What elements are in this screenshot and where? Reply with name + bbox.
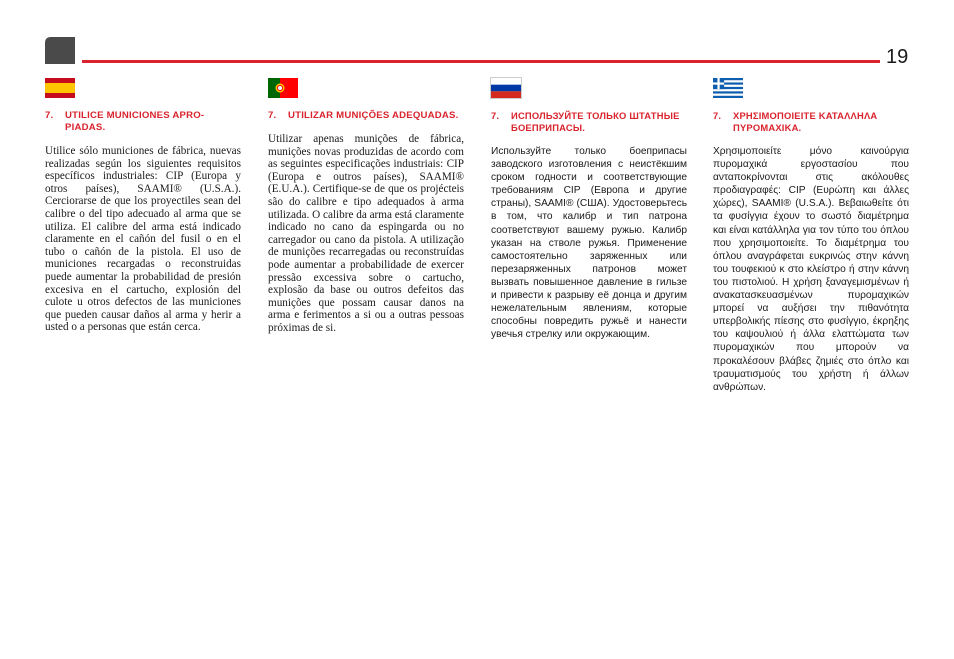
section-tab-icon xyxy=(45,37,75,64)
section-heading: 7. UTILICE MUNICIONES APRO-PIADAS. xyxy=(45,110,205,133)
russia-flag-icon xyxy=(491,78,521,98)
column-spanish xyxy=(45,78,241,334)
section-body: Используйте только боеприпасы заводского изготовления с неистёкшим сроком годности и соответствующие требованиям CIP (Европа и другие страны), SAAMI® (США). Удостоверьтесь в том, что калибр и тип патрона соответствуют вашему ружью. Калибр указан на стволе ружья. Применение самостоятельно заряженных или перезаряженных патронов может вызвать повышенное давление в гильзе и привести к разрыву её донца и другим нежелательным явлениям, которые способны повредить ружьё и нанести увечья стрелку или окружающим. xyxy=(491,146,687,341)
section-body: Χρησιμοποιείτε μόνο καινούργια πυρομαχικά εργοστασίου που ανταποκρίνονται στις ακόλουθες προδιαγραφές: CIP (Ευρώπη και άλλες χώρες), SAAMI® (U.S.A.). Βεβαιωθείτε ότι τα φυσίγγια έχουν το σωστό διαμέτρημα και είναι κατάλληλα για τον τύπο του όπλου που χρησιμοποιείτε. Το διαμέτρημα του όπλου αναγράφεται ευκρινώς στην κάννη του τουφεκιού κ στο κλείστρο ή στην κάννη του πιστολιού. Η χρήση ξαναγεμισμένων ή ανακατασκευασμένων πυρομαχικών μπορεί να αυξήσει την πιθανότητα υπερβολικής πίεσης στο φυσίγγιο, έκρηξης του καψουλιού ή άλλα ελαττώματα των πυρομαχικών που μπορούν να προκαλέσουν βλάβες ζημιές στο όπλο και τραυματισμούς του χρήστη ή άλλων ανθρώπων. xyxy=(713,146,909,393)
section-heading: 7. UTILIZAR MUNIÇÕES ADEQUADAS. xyxy=(268,110,459,121)
column-russian xyxy=(491,78,687,341)
column-portuguese xyxy=(268,78,464,335)
greece-flag-icon xyxy=(713,78,743,98)
column-greek xyxy=(713,78,909,394)
header-rule xyxy=(82,60,880,63)
page-number: 19 xyxy=(886,46,909,68)
section-body: Utilice sólo municiones de fábrica, nuevas realizadas según los siguientes requisitos específicos industriales: CIP (Europa y otros países), SAAMI® (U.S.A.). Cerciorarse de que los proyectiles sean del calibre o del tipo adecuado al arma que se utiliza. El calibre del arma está indicado claramente en el cañón del fusil o en el tubo o cañón de la pistola. El uso de municiones recargadas o reconstruidas puede aumentar la probabilidad de presión excesiva en el cartucho, explosión del culote u otros defectos de las municiones que pueden causar daños al arma y herir a usted o a personas que están cerca. xyxy=(45,145,241,334)
spain-flag-icon xyxy=(45,78,75,98)
section-body: Utilizar apenas munições de fábrica, munições novas produzidas de acordo com as seguintes especificações industriais: CIP (Europa e outros países), SAAMI® (E.U.A.). Certifique-se de que os projécteis são do calibre e tipo adequados à arma utilizada. O calibre da arma está claramente indicado no cano da espingarda ou no carregador ou cano da pistola. A utilização de munições recarregadas ou reconstruídas pode aumentar a probabilidade de exercer pressão excessiva sobre o cartucho, explosão da base ou outros defeitos das munições que possam causar danos na arma e ferimentos a si ou a outras pessoas próximas de si. xyxy=(268,133,464,334)
section-heading: 7. ИСПОЛЬЗУЙТЕ ТОЛЬКО ШТАТНЫЕ БОЕПРИПАСЫ. xyxy=(491,110,680,133)
portugal-flag-icon xyxy=(268,78,298,98)
section-heading: 7. ΧΡΗΣΙΜΟΠΟΙΕΙΤΕ ΚΑΤΑΛΛΗΛΑ ΠΥΡΟΜΑΧΙΚΑ. xyxy=(713,110,878,133)
